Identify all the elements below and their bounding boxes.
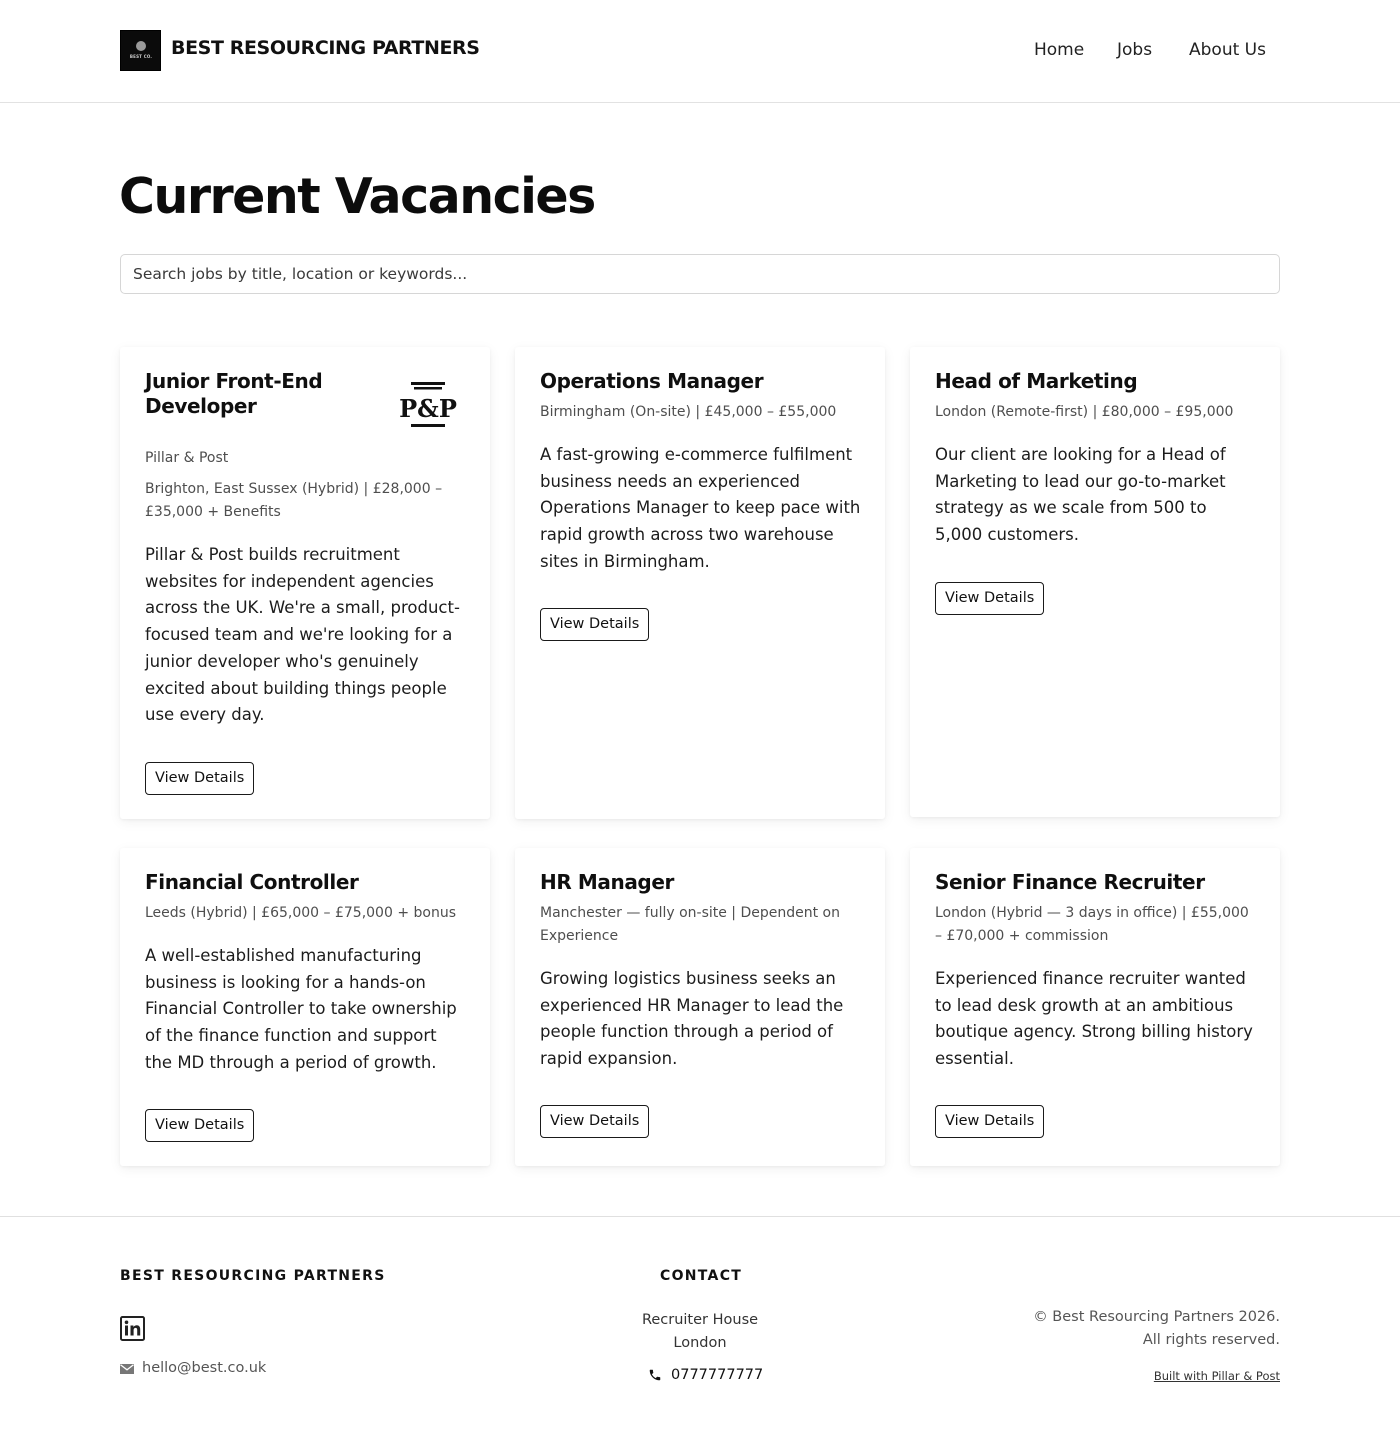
footer-address-line2: London [673, 1335, 727, 1351]
search-input[interactable] [120, 254, 1280, 294]
view-details-button[interactable]: View Details [935, 1105, 1044, 1138]
job-card [515, 848, 885, 1166]
job-card [910, 347, 1280, 817]
nav-about-us[interactable]: About Us [1189, 40, 1266, 60]
job-description: Pillar & Post builds recruitment websites for independent agencies across the UK. We're a small, product-focused team and we're looking for a junior developer who's genuinely excited about building things people use every day. [145, 545, 460, 725]
logo-mark-icon [136, 41, 146, 51]
job-meta: Brighton, East Sussex (Hybrid) | £28,000 – £35,000 + Benefits [145, 481, 443, 520]
job-title[interactable]: HR Manager [540, 870, 674, 894]
job-card [120, 347, 490, 819]
job-meta: London (Hybrid — 3 days in office) | £55,000 – £70,000 + commission [935, 905, 1249, 944]
job-title[interactable]: Head of Marketing [935, 369, 1138, 393]
view-details-button[interactable]: View Details [145, 1109, 254, 1142]
site-header [0, 0, 1400, 103]
footer-address-line1: Recruiter House [641, 1312, 759, 1328]
linkedin-icon[interactable] [120, 1316, 145, 1341]
footer-brand: BEST RESOURCING PARTNERS [120, 1268, 386, 1284]
company-logo-icon [399, 381, 457, 429]
nav-home[interactable]: Home [1034, 40, 1085, 60]
footer-email-link[interactable]: hello@best.co.uk [142, 1360, 267, 1376]
job-meta: London (Remote-first) | £80,000 – £95,000 [935, 404, 1234, 420]
logo-text: BEST CO. [129, 54, 153, 59]
job-description: Our client are looking for a Head of Marketing to lead our go-to-market strategy as we scale from 500 to 5,000 customers. [935, 445, 1226, 545]
footer-contact-heading: CONTACT [660, 1268, 743, 1284]
company-logo-text: P&P [399, 394, 457, 423]
job-company: Pillar & Post [145, 450, 229, 466]
footer-copyright-line2: All rights reserved. [1142, 1332, 1280, 1348]
phone-icon [648, 1368, 662, 1382]
job-card [910, 848, 1280, 1166]
job-description: Growing logistics business seeks an experienced HR Manager to lead the people function through a period of rapid expansion. [540, 969, 844, 1069]
job-meta: Leeds (Hybrid) | £65,000 – £75,000 + bonus [145, 905, 456, 921]
brand-name[interactable]: BEST RESOURCING PARTNERS [171, 37, 480, 59]
job-title[interactable]: Junior Front-End Developer [145, 369, 323, 418]
view-details-button[interactable]: View Details [540, 1105, 649, 1138]
site-logo[interactable] [120, 30, 161, 71]
job-meta: Birmingham (On-site) | £45,000 – £55,000 [540, 404, 837, 420]
view-details-button[interactable]: View Details [935, 582, 1044, 615]
job-meta: Manchester — fully on-site | Dependent on Experience [540, 905, 840, 944]
site-footer [0, 1216, 1400, 1437]
envelope-icon [120, 1364, 134, 1374]
job-title[interactable]: Financial Controller [145, 870, 359, 894]
page-title: Current Vacancies [119, 168, 595, 225]
job-card [515, 347, 885, 819]
view-details-button[interactable]: View Details [145, 762, 254, 795]
job-card [120, 848, 490, 1166]
job-description: A well-established manufacturing business is looking for a hands-on Financial Controller to take ownership of the finance function and support the MD through a period of growth. [145, 946, 457, 1072]
view-details-button[interactable]: View Details [540, 608, 649, 641]
footer-phone-link[interactable]: 0777777777 [671, 1367, 764, 1383]
job-description: A fast-growing e-commerce fulfilment business needs an experienced Operations Manager to keep pace with rapid growth across two warehouse sites in Birmingham. [540, 445, 861, 571]
built-with-link[interactable]: Built with Pillar & Post [1153, 1369, 1280, 1383]
job-description: Experienced finance recruiter wanted to lead desk growth at an ambitious boutique agency. Strong billing history essential. [935, 969, 1253, 1069]
nav-jobs[interactable]: Jobs [1117, 40, 1153, 60]
footer-copyright-line1: © Best Resourcing Partners 2026. [1033, 1309, 1280, 1325]
job-title[interactable]: Operations Manager [540, 369, 764, 393]
job-title[interactable]: Senior Finance Recruiter [935, 870, 1205, 894]
